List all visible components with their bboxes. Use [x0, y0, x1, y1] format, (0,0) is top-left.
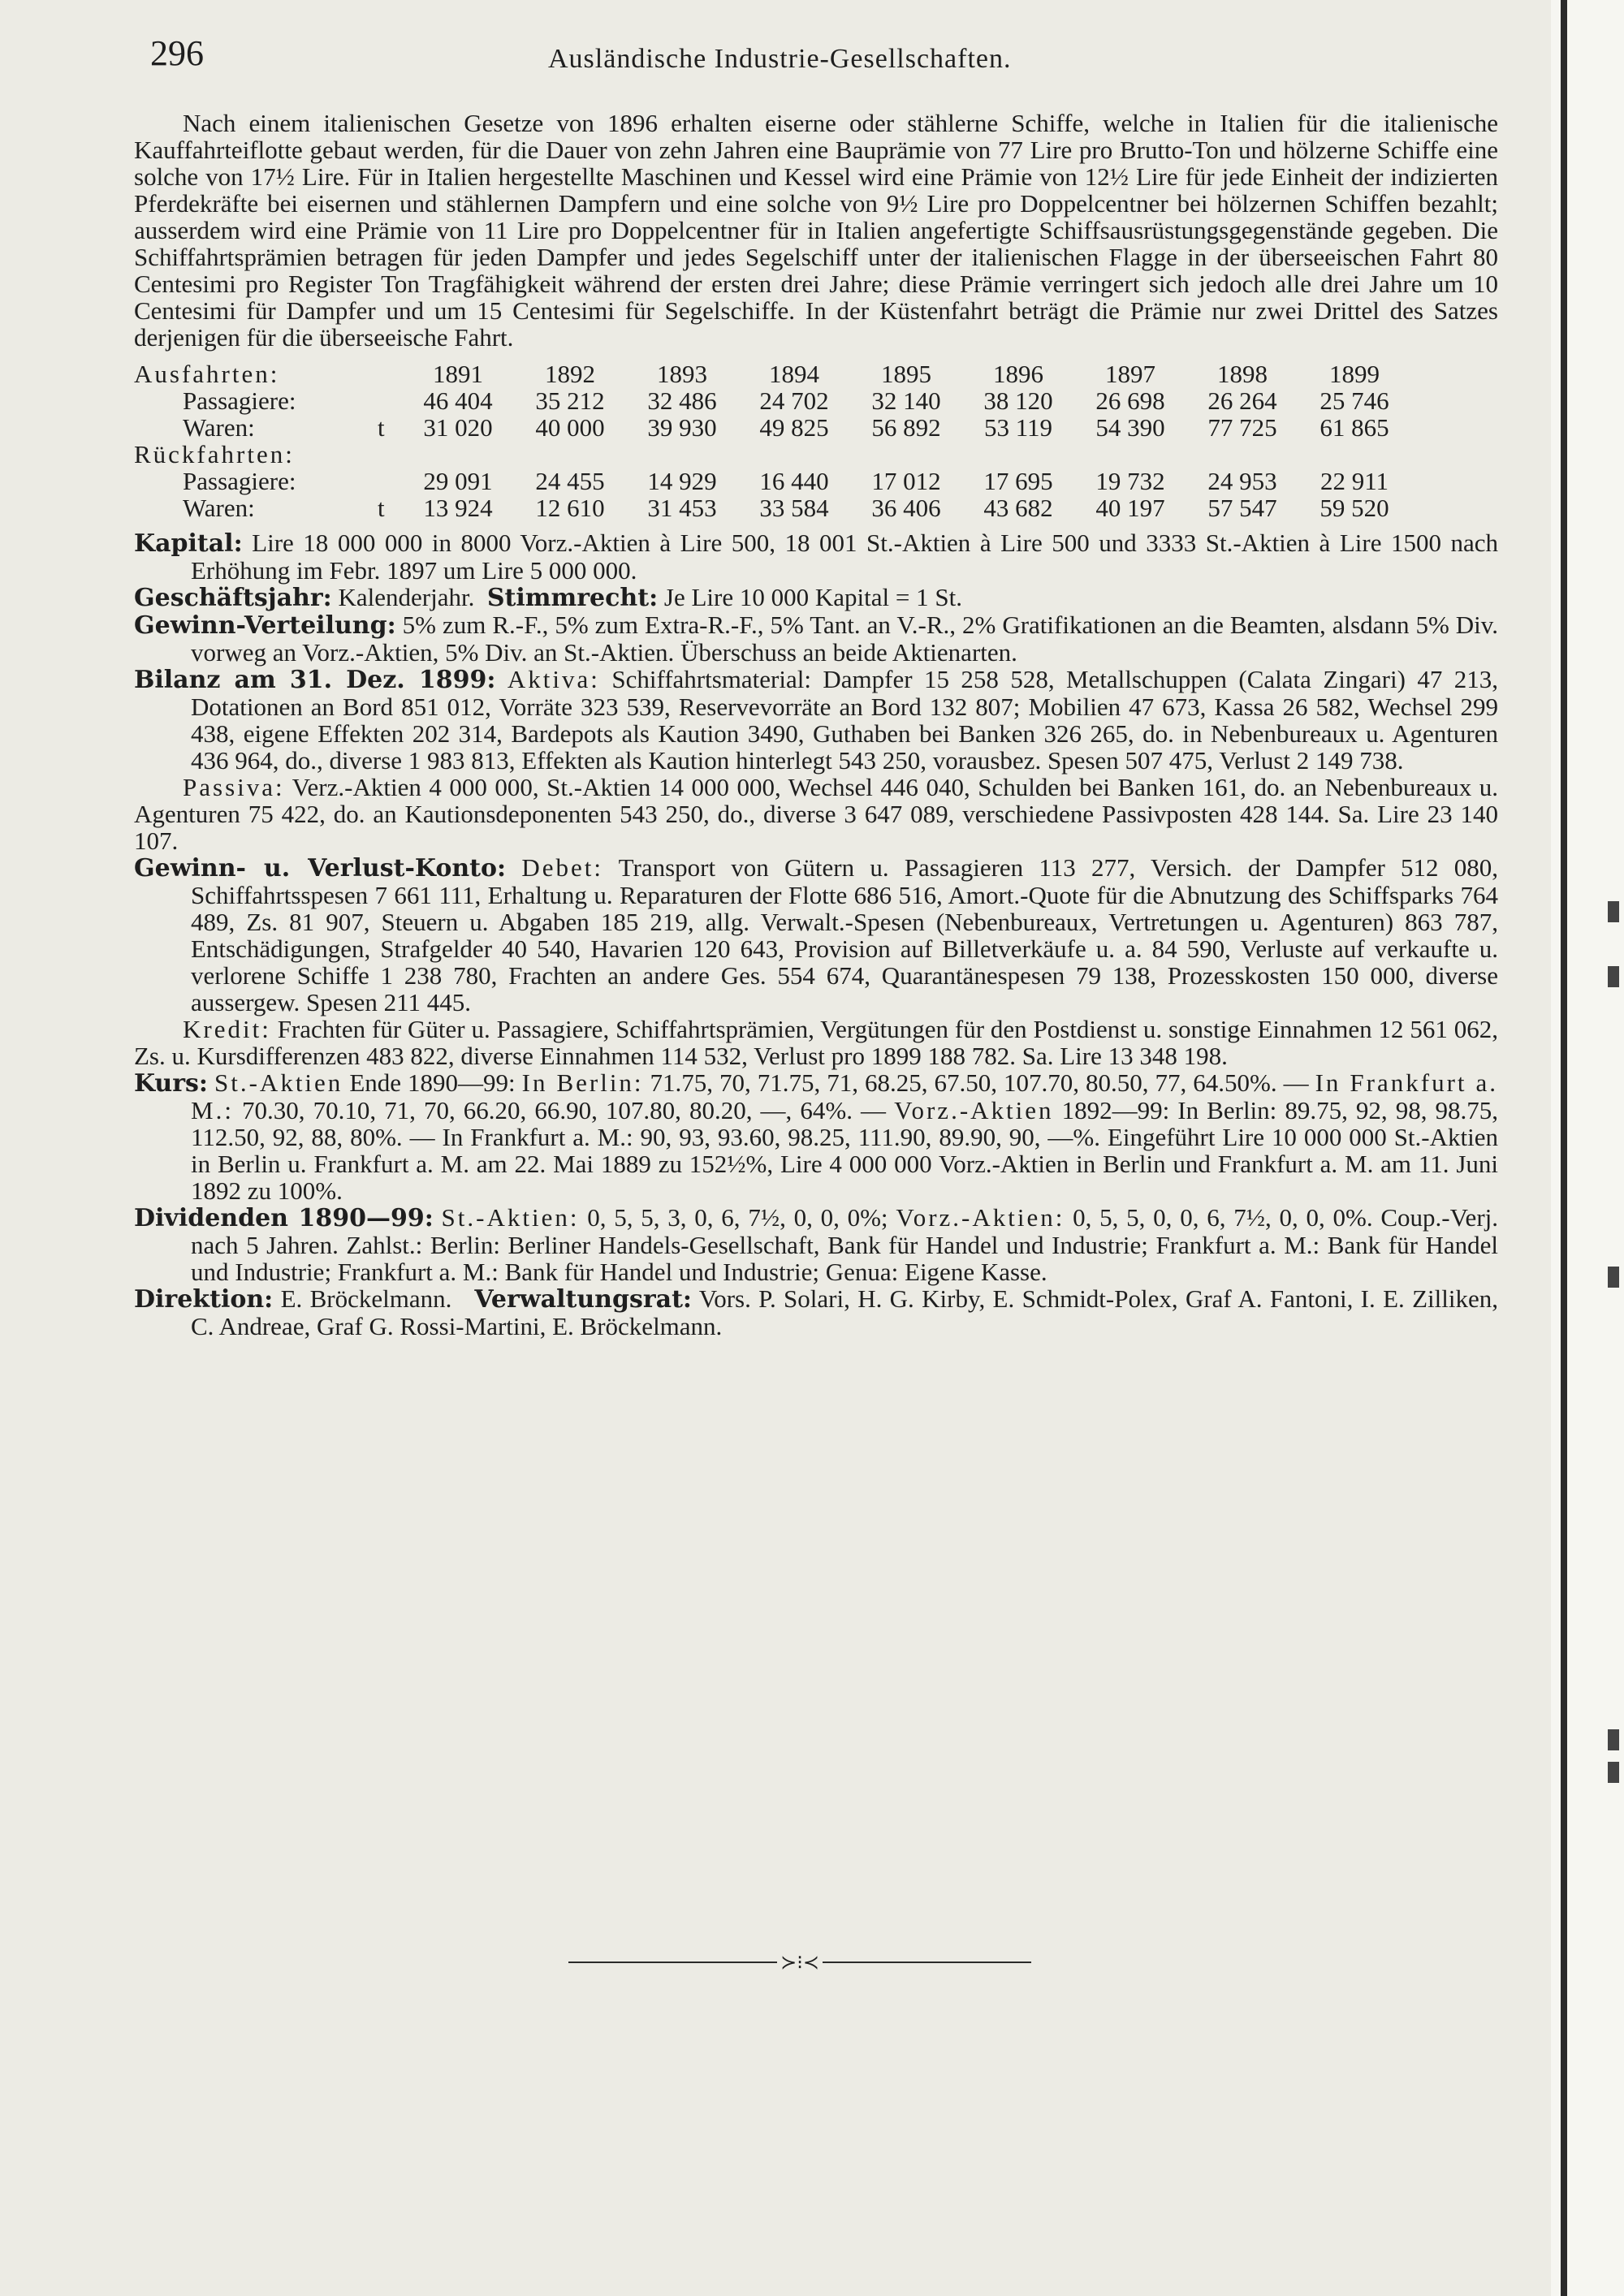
stats-year-row [134, 360, 1498, 387]
dividenden-keyword: Dividenden 1890—99: [134, 1204, 434, 1232]
value-cell: 56 892 [871, 413, 941, 442]
value-cell: 22 911 [1320, 467, 1389, 495]
year-cell: 1898 [1217, 360, 1268, 388]
dividenden-vorz-label: Vorz.-Aktien: [896, 1203, 1065, 1232]
passiva-paragraph [134, 774, 1498, 854]
intro-paragraph: Nach einem italienischen Gesetze von 1896 erhalten eiserne oder stählerne Schiffe, welche in Italien für die italienische Kauffahrteiflotte gebaut werden, für die Dauer von zehn Jahren eine Bauprämie von 77 Lire pro Brutto-Ton und hölzerne Schiffe eine solche von 17½ Lire. Für in Italien hergestellte Maschinen und Kessel wird eine Prämie von 12½ Lire für jede Einheit der indizierten Pferdekräfte bei eisernen und stählernen Dampfern und eine solche von 9½ Lire pro Doppelcentner bei hölzernen Schiffen bezahlt; ausserdem wird eine Prämie von 11 Lire pro Doppelcentner für in Italien angefertigte Schiffsausrüstungsgegenstände gegeben. Die Schiffahrtsprämien betragen für jeden Dampfer und jedes Segelschiff unter der italienischen Flagge in der überseeischen Fahrt 80 Centesimi pro Register Ton Tragfähigkeit während der ersten drei Jahre; diese Prämie verringert sich jedoch alle drei Jahre um 10 Centesimi für Dampfer und um 15 Centesimi für Segelschiffe. In der Küstenfahrt beträgt die Prämie nur zwei Drittel des Satzes derjenigen für die überseeische Fahrt. [134, 109, 1498, 352]
value-cell: 19 732 [1095, 467, 1165, 495]
binding-rule [1561, 0, 1567, 2296]
value-cell: 57 547 [1207, 494, 1277, 522]
value-cell: 31 453 [647, 494, 717, 522]
gewinnverteilung-text: 5% zum R.-F., 5% zum Extra-R.-F., 5% Tant. an V.-R., 2% Gratifikationen an die Beamten, alsdann 5% Div. vorweg an Vorz.-Aktien, 5% Div. an St.-Aktien. Überschuss an beide Aktienarten. [191, 611, 1499, 667]
passiva-label: Passiva: [183, 773, 285, 801]
kurs-entry [134, 1069, 1498, 1204]
value-cell: 16 440 [759, 467, 829, 495]
stats-row [134, 414, 1498, 441]
verwaltungsrat-text: Vors. P. Solari, H. G. Kirby, E. Schmidt-Polex, Graf A. Fantoni, I. E. Zilliken, C. Andreae, Graf G. Rossi-Martini, E. Bröckelmann. [191, 1284, 1498, 1340]
guv-keyword: Gewinn- u. Verlust-Konto: [134, 854, 507, 883]
dividenden-st-label: St.-Aktien: [441, 1203, 580, 1232]
year-cell: 1894 [769, 360, 819, 388]
year-cell: 1892 [545, 360, 595, 388]
value-cell: 12 610 [535, 494, 605, 522]
kredit-label: Kredit: [183, 1015, 271, 1043]
return-label: Rückfahrten: [134, 440, 295, 468]
value-cell: 40 000 [535, 413, 605, 442]
passiva-text: Verz.-Aktien 4 000 000, St.-Aktien 14 000 000, Wechsel 446 040, Schulden bei Banken 161, do. an Nebenbureaux u. Agenturen 75 422, do. an Kautionsdeponenten 543 250, do., diverse 3 647 089, verschiedene Passivposten 428 144. Sa. Lire 23 140 107. [134, 773, 1499, 855]
bilanz-entry [134, 666, 1498, 774]
value-cell: 25 746 [1320, 386, 1389, 415]
running-title: Ausländische Industrie-Gesellschaften. [548, 44, 1012, 74]
value-cell: 24 702 [759, 386, 829, 415]
ornament-glyph: ≻⁝≺ [780, 1952, 819, 1974]
row-label: Waren: [183, 494, 255, 522]
value-cell: 32 140 [871, 386, 941, 415]
value-cell: 26 698 [1095, 386, 1165, 415]
kurs-frankfurt-label: In Frankfurt a. M.: [191, 1068, 1499, 1124]
value-cell: 31 020 [423, 413, 493, 442]
stats-section-row [134, 441, 1498, 468]
geschaeftsjahr-entry [134, 584, 1498, 611]
kurs-vorz-text: In Berlin: 89.75, 92, 98, 98.75, 112.50, 92, 88, 80%. — In Frankfurt a. M.: 90, 93, 93.60, 98.25, 111.90, 89.90, 90, —%. Eingeführt Lire 10 000 000 St.-Aktien in Berlin u. Frankfurt a. M. am 22. Mai 1889 zu 152½%, Lire 4 000 000 Vorz.-Aktien in Berlin und Frankfurt a. M. am 11. Juni 1892 zu 100%. [191, 1096, 1499, 1205]
value-cell: 36 406 [871, 494, 941, 522]
value-cell: 32 486 [647, 386, 717, 415]
value-cell: 49 825 [759, 413, 829, 442]
value-cell: 24 455 [535, 467, 605, 495]
kapital-entry [134, 529, 1498, 584]
debet-text: Transport von Gütern u. Passagieren 113 277, Versich. der Dampfer 512 080, Schiffahrtsspesen 7 661 111, Erhaltung u. Reparaturen der Flotte 686 516, Amort.-Quote für die Abnutzung des Schiffsparks 764 489, Zs. 81 907, Steuern u. Abgaben 185 219, allg. Verwalt.-Spesen (Nebenbureaux, Vertretungen u. Agenturen) 863 787, Entschädigungen, Strafgelder 40 540, Havarien 120 643, Provision auf Billetverkäufe u. a. 84 590, Verluste auf verkaufte u. verlorene Schiffe 1 238 780, Frachten an andere Ges. 554 674, Quarantänespesen 79 138, Prozesskosten 150 000, diverse aussergew. Spesen 211 445. [191, 853, 1498, 1016]
gewinnverteilung-entry [134, 611, 1498, 666]
year-cell: 1897 [1105, 360, 1155, 388]
value-cell: 38 120 [983, 386, 1053, 415]
row-label: Passagiere: [183, 386, 296, 415]
adjacent-page-edge [1551, 0, 1624, 2296]
value-cell: 26 264 [1207, 386, 1277, 415]
value-cell: 13 924 [423, 494, 493, 522]
dividenden-entry [134, 1204, 1498, 1285]
geschaeftsjahr-keyword: Geschäftsjahr: [134, 584, 332, 612]
edge-mark [1608, 966, 1619, 987]
guv-entry [134, 854, 1498, 1016]
value-cell: 59 520 [1320, 494, 1389, 522]
bilanz-keyword: Bilanz am 31. Dez. 1899: [134, 666, 496, 694]
year-cell: 1896 [993, 360, 1043, 388]
value-cell: 17 695 [983, 467, 1053, 495]
page-body [134, 110, 1498, 1340]
row-label: Passagiere: [183, 467, 296, 495]
year-cell: 1895 [881, 360, 931, 388]
verwaltungsrat-keyword: Verwaltungsrat: [474, 1285, 693, 1314]
debet-label: Debet: [521, 853, 603, 882]
stats-row [134, 468, 1498, 494]
value-cell: 77 725 [1207, 413, 1277, 442]
kapital-keyword: Kapital: [134, 529, 243, 558]
ornament-line-left [568, 1962, 777, 1963]
stats-row [134, 494, 1498, 521]
dividenden-vorz-text: 0, 5, 5, 0, 0, 6, 7½, 0, 0, 0%. Coup.-Verj. nach 5 Jahren. Zahlst.: Berlin: Berliner Handels-Gesellschaft, Bank für Handel und Industrie; Frankfurt a. M.: Bank für Handel und Industrie; Frankfurt a. M.: Bank für Handel und Industrie; Genua: Eigene Kasse. [191, 1203, 1499, 1286]
edge-mark [1608, 1729, 1619, 1750]
edge-mark [1608, 1267, 1619, 1288]
dividenden-st-text: 0, 5, 5, 3, 0, 6, 7½, 0, 0, 0%; [587, 1203, 888, 1232]
kapital-text: Lire 18 000 000 in 8000 Vorz.-Aktien à Lire 500, 18 001 St.-Aktien à Lire 500 und 3333 St.-Aktien à Lire 1500 nach Erhöhung im Febr. 1897 um Lire 5 000 000. [191, 529, 1498, 585]
aktiva-text: Schiffahrtsmaterial: Dampfer 15 258 528, Metallschuppen (Calata Zingari) 47 213, Dotationen an Bord 851 012, Vorräte 323 539, Reservevorräte an Bord 132 807; Mobilien 47 673, Kassa 26 582, Wechsel 299 438, eigene Effekten 202 314, Bardepots als Kaution 3490, Guthaben bei Banken 326 265, do. in Nebenbureaux u. Agenturen 436 964, do., diverse 1 983 813, Effekten als Kaution hinterlegt 543 250, vorausbez. Spesen 507 475, Verlust 2 149 738. [191, 665, 1499, 775]
value-cell: 54 390 [1095, 413, 1165, 442]
kredit-paragraph [134, 1016, 1498, 1069]
kurs-vorz-period: 1892—99: [1061, 1096, 1170, 1124]
value-cell: 46 404 [423, 386, 493, 415]
direktion-text: E. Bröckelmann. [280, 1284, 452, 1313]
kurs-st-berlin: 71.75, 70, 71.75, 71, 68.25, 67.50, 107.70, 80.50, 77, 64.50%. — [650, 1068, 1309, 1097]
aktiva-label: Aktiva: [507, 665, 600, 693]
value-cell: 14 929 [647, 467, 717, 495]
stimmrecht-keyword: Stimmrecht: [486, 584, 659, 612]
gewinnverteilung-keyword: Gewinn-Verteilung: [134, 611, 396, 640]
value-cell: 29 091 [423, 467, 493, 495]
traffic-statistics-table [134, 360, 1498, 521]
edge-mark [1608, 901, 1619, 922]
value-cell: 33 584 [759, 494, 829, 522]
year-cell: 1891 [433, 360, 483, 388]
kurs-st-label: St.-Aktien [214, 1068, 343, 1097]
year-cell: 1893 [657, 360, 707, 388]
year-cell: 1899 [1329, 360, 1380, 388]
page-header [150, 32, 1498, 81]
kredit-text: Frachten für Güter u. Passagiere, Schiffahrtsprämien, Vergütungen für den Postdienst u. sonstige Einnahmen 12 561 062, Zs. u. Kursdifferenzen 483 822, diverse Einnahmen 114 532, Verlust pro 1899 188 782. Sa. Lire 13 348 198. [134, 1015, 1498, 1070]
direktion-entry [134, 1285, 1498, 1340]
ornament-line-right [823, 1962, 1031, 1963]
page-number: 296 [150, 33, 204, 73]
value-cell: 39 930 [647, 413, 717, 442]
value-cell: 17 012 [871, 467, 941, 495]
value-cell: 61 865 [1320, 413, 1389, 442]
kurs-vorz-label: Vorz.-Aktien [894, 1096, 1054, 1124]
value-cell: 40 197 [1095, 494, 1165, 522]
outbound-label: Ausfahrten: [134, 360, 280, 388]
kurs-berlin-label: In Berlin: [521, 1068, 644, 1097]
geschaeftsjahr-text: Kalenderjahr. [338, 583, 475, 611]
row-label: Waren: [183, 413, 255, 442]
direktion-keyword: Direktion: [134, 1285, 274, 1314]
kurs-st-frankfurt: 70.30, 70.10, 71, 70, 66.20, 66.90, 107.80, 80.20, —, 64%. — [242, 1096, 887, 1124]
unit-prefix: t [378, 413, 385, 442]
section-end-ornament [568, 1952, 1031, 1974]
value-cell: 35 212 [535, 386, 605, 415]
unit-prefix: t [378, 494, 385, 522]
kurs-keyword: Kurs: [134, 1069, 208, 1098]
stats-row [134, 387, 1498, 414]
stimmrecht-text: Je Lire 10 000 Kapital = 1 St. [663, 583, 962, 611]
kurs-st-period: Ende 1890—99: [349, 1068, 516, 1097]
value-cell: 53 119 [983, 413, 1053, 442]
value-cell: 24 953 [1207, 467, 1277, 495]
value-cell: 43 682 [983, 494, 1053, 522]
edge-mark [1608, 1762, 1619, 1783]
